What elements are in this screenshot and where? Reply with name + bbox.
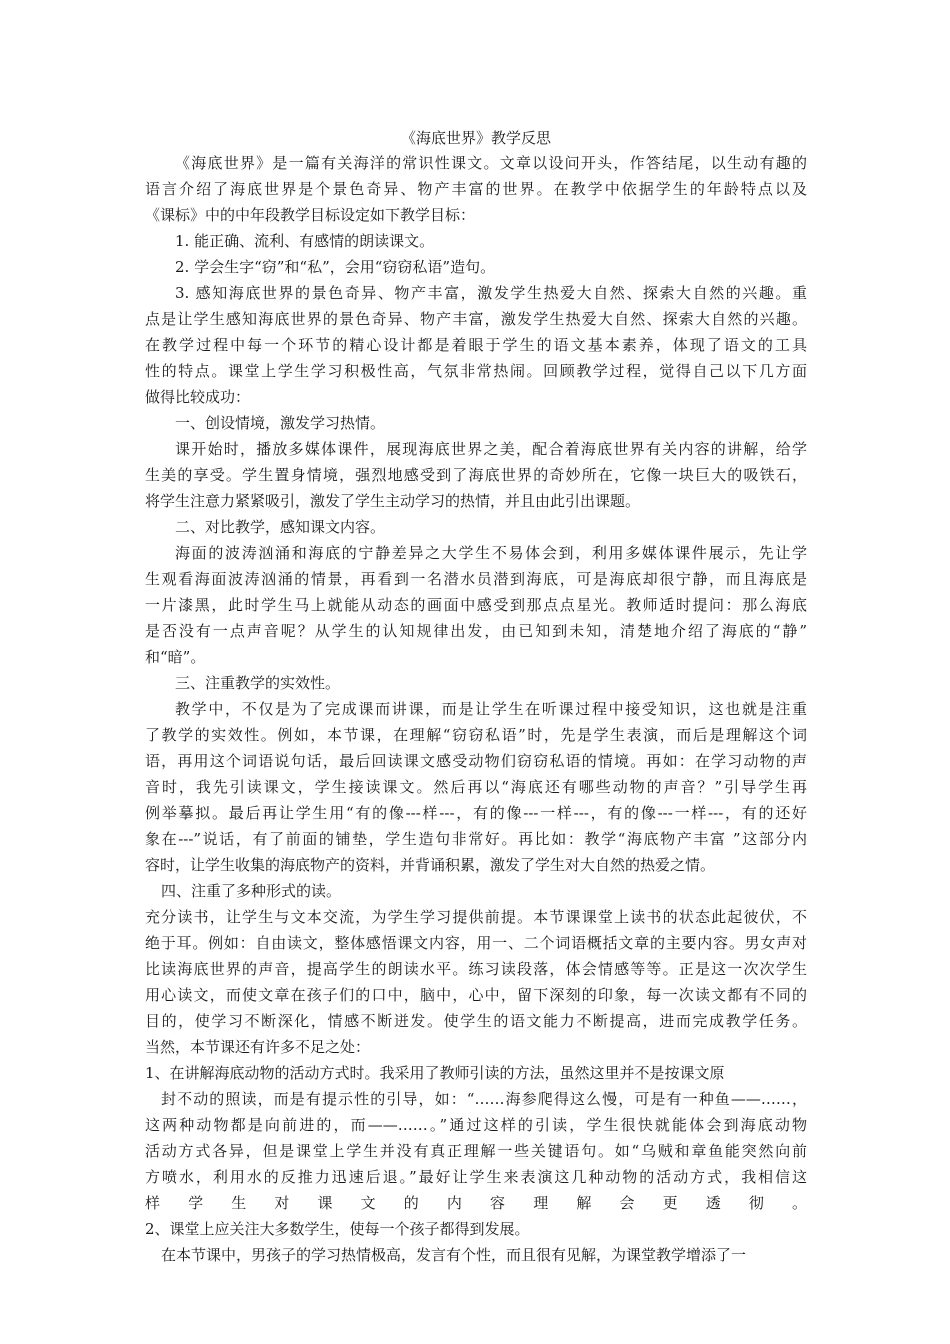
text-line: 课开始时，播放多媒体课件，展现海底世界之美，配合着海底世界有关内容的讲解，给学 xyxy=(175,440,807,458)
text-line: 是否没有一点声音呢？从学生的认知规律出发，由已知到未知，清楚地介绍了海底的“静” xyxy=(145,622,807,640)
text-line: 将学生注意力紧紧吸引，激发了学生主动学习的热情，并且由此引出课题。 xyxy=(145,492,641,510)
text-line: 一片漆黑，此时学生马上就能从动态的画面中感受到那点点星光。教师适时提问：那么海底 xyxy=(145,596,807,614)
text-line: 3. 感知海底世界的景色奇异、物产丰富，激发学生热爱大自然、探索大自然的兴趣。重 xyxy=(175,284,807,302)
text-line: 方喷水，利用水的反推力迅速后退。”最好让学生来表演这几种动物的活动方式，我相信这 xyxy=(145,1168,807,1186)
text-line: 例举摹拟。最后再让学生用“有的像---样---，有的像---一样---，有的像---一样---，有的还好 xyxy=(145,804,807,822)
text-line: 用心读文，而使文章在孩子们的口中，脑中，心中，留下深刻的印象，每一次读文都有不同的 xyxy=(145,986,807,1004)
text-line: 二、对比教学，感知课文内容。 xyxy=(175,518,386,536)
text-line: 语，再用这个词语说句话，最后回读课文感受动物们窃窃私语的情境。再如：在学习动物的声 xyxy=(145,752,807,770)
text-line: 教学中，不仅是为了完成课而讲课，而是让学生在听课过程中接受知识，这也就是注重 xyxy=(175,700,807,718)
text-line: 生观看海面波涛汹涌的情景，再看到一名潜水员潜到海底，可是海底却很宁静，而且海底是 xyxy=(145,570,807,588)
text-line: 这两种动物都是向前进的，而——……。”通过这样的引读，学生很快就能体会到海底动物 xyxy=(145,1116,807,1134)
text-line: 封不动的照读，而是有提示性的引导，如：“……海参爬得这么慢，可是有一种鱼——……， xyxy=(161,1090,807,1108)
text-line: 一、创设情境，激发学习热情。 xyxy=(175,414,386,432)
text-line: 容时，让学生收集的海底物产的资料，并背诵积累，激发了学生对大自然的热爱之情。 xyxy=(145,856,716,874)
text-line: 性的特点。课堂上学生学习积极性高，气氛非常热闹。回顾教学过程，觉得自己以下几方面 xyxy=(145,362,807,380)
text-line: 1. 能正确、流利、有感情的朗读课文。 xyxy=(175,232,435,250)
text-line: 三、注重教学的实效性。 xyxy=(175,674,341,692)
text-line: 在本节课中，男孩子的学习热情极高，发言有个性，而且很有见解，为课堂教学增添了一 xyxy=(161,1246,747,1264)
text-line: 样学生对课文的内容理解会更透彻。 xyxy=(145,1194,807,1212)
text-line: 活动方式各异，但是课堂上学生并没有真正理解一些关键语句。如“乌贼和章鱼能突然向前 xyxy=(145,1142,807,1160)
text-line: 音时，我先引读课文，学生接读课文。然后再以“海底还有哪些动物的声音？”引导学生再 xyxy=(145,778,807,796)
text-line: 点是让学生感知海底世界的景色奇异、物产丰富，激发学生热爱大自然、探索大自然的兴趣。 xyxy=(145,310,807,328)
text-line: 《课标》中的中年段教学目标设定如下教学目标： xyxy=(145,206,476,224)
text-line: 做得比较成功： xyxy=(145,388,251,406)
text-line: 比读海底世界的声音，提高学生的朗读水平。练习读段落，体会情感等等。正是这一次次学生 xyxy=(145,960,807,978)
text-line: 当然，本节课还有许多不足之处： xyxy=(145,1038,371,1056)
text-line: 在教学过程中每一个环节的精心设计都是着眼于学生的语文基本素养，体现了语文的工具 xyxy=(145,336,807,354)
text-line: 海面的波涛汹涌和海底的宁静差异之大学生不易体会到，利用多媒体课件展示，先让学 xyxy=(175,544,807,562)
text-line: 《海底世界》是一篇有关海洋的常识性课文。文章以设问开头，作答结尾，以生动有趣的 xyxy=(175,154,807,172)
text-line: 2. 学会生字“窃”和“私”，会用“窃窃私语”造句。 xyxy=(175,258,496,276)
text-line: 语言介绍了海底世界是个景色奇异、物产丰富的世界。在教学中依据学生的年龄特点以及 xyxy=(145,180,807,198)
text-line: 2、课堂上应关注大多数学生，使每一个孩子都得到发展。 xyxy=(145,1220,530,1238)
text-line: 绝于耳。例如：自由读文，整体感悟课文内容，用一、二个词语概括文章的主要内容。男女声对 xyxy=(145,934,807,952)
text-line: 充分读书，让学生与文本交流，为学生学习提供前提。本节课课堂上读书的状态此起彼伏，不 xyxy=(145,908,807,926)
text-line: 四、注重了多种形式的读。 xyxy=(161,882,342,900)
text-line: 目的，使学习不断深化，情感不断迸发。使学生的语文能力不断提高，进而完成教学任务。 xyxy=(145,1012,807,1030)
text-line: 象在---”说话，有了前面的铺垫，学生造句非常好。再比如：教学“海底物产丰富 ”这部分内 xyxy=(145,830,807,848)
text-line: 和“暗”。 xyxy=(145,648,206,666)
text-line: 1、在讲解海底动物的活动方式时。我采用了教师引读的方法，虽然这里并不是按课文原 xyxy=(145,1064,725,1082)
text-line: 生美的享受。学生置身情境，强烈地感受到了海底世界的奇妙所在，它像一块巨大的吸铁石， xyxy=(145,466,807,484)
document-title: 《海底世界》教学反思 xyxy=(400,129,551,147)
text-line: 了教学的实效性。例如，本节课，在理解“窃窃私语”时，先是学生表演，而后是理解这个词 xyxy=(145,726,807,744)
